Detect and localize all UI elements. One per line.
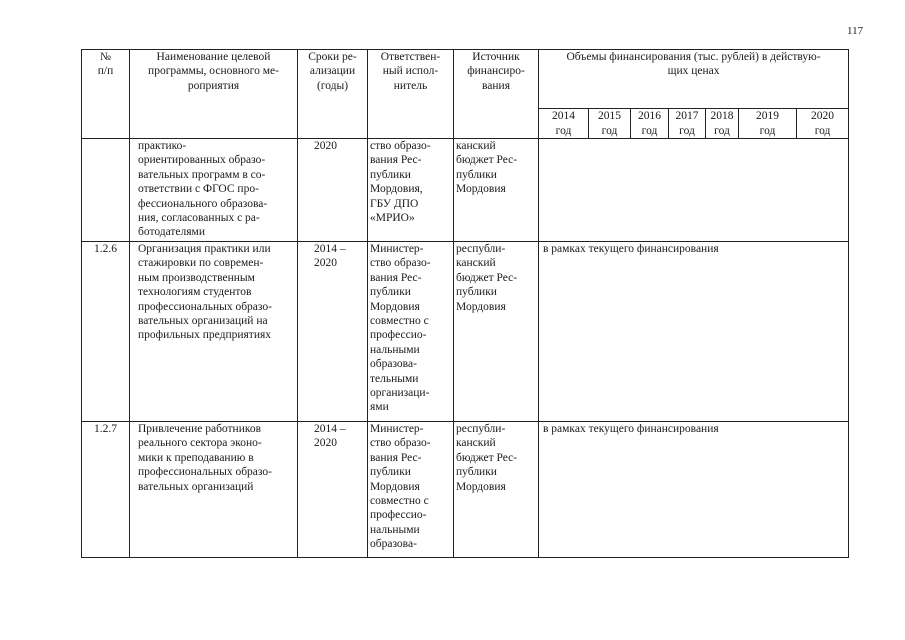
row-name: практико- ориентированных образо- вательных программ в со- ответствии с ФГОС про- фессионального образова- ния, согласованных с ра- ботодателями — [138, 140, 268, 239]
row-period: 2014 – 2020 — [314, 243, 346, 270]
row-source: канский бюджет Рес- публики Мордовия — [456, 140, 518, 196]
table-row — [82, 139, 849, 242]
year-2017: 2017 год — [675, 110, 699, 137]
row-name: Организация практики или стажировки по современ- ным производственным технологиям студентов профессиональных образо- вательных организаций на профильных предприятиях — [138, 243, 272, 342]
year-2014: 2014 год — [552, 110, 575, 137]
row-name: Привлечение работников реального сектора эконо- мики к преподаванию в профессиональных образо- вательных организаций — [138, 423, 272, 493]
row-source: республи- канский бюджет Рес- публики Мордовия — [456, 243, 518, 313]
year-2020: 2020 год — [811, 110, 835, 137]
row-num: 1.2.6 — [94, 243, 117, 255]
row-responsible: Министер- ство образо- вания Рес- публики Мордовия совместно с профессио- нальными образова- — [370, 423, 431, 551]
year-2016: 2016 год — [638, 110, 661, 137]
row-period: 2020 — [314, 140, 337, 152]
row-responsible: ство образо- вания Рес- публики Мордовия, ГБУ ДПО «МРИО» — [370, 140, 431, 225]
table-row — [82, 242, 849, 422]
header-row — [82, 50, 849, 109]
row-period: 2014 – 2020 — [314, 423, 346, 450]
row-source: республи- канский бюджет Рес- публики Мордовия — [456, 423, 518, 493]
header-responsible: Ответствен- ный испол- нитель — [380, 51, 441, 92]
row-responsible: Министер- ство образо- вания Рес- публики Мордовия совместно с профессио- нальными образова- тельными организаци- ями — [370, 243, 431, 414]
header-period: Сроки ре- ализации (годы) — [308, 51, 357, 92]
year-2019: 2019 год — [756, 110, 779, 137]
header-funding: Объемы финансирования (тыс. рублей) в действую- щих ценах — [566, 51, 821, 78]
year-2018: 2018 год — [710, 110, 734, 137]
header-source: Источник финансиро- вания — [467, 51, 525, 92]
row-num: 1.2.7 — [94, 423, 117, 435]
row-funding: в рамках текущего финансирования — [543, 423, 719, 435]
header-num: № п/п — [97, 51, 114, 78]
header-name: Наименование целевой программы, основного ме- роприятия — [148, 51, 279, 92]
table-row — [82, 422, 849, 558]
row-funding: в рамках текущего финансирования — [543, 243, 719, 255]
program-table — [81, 49, 849, 558]
year-2015: 2015 год — [598, 110, 621, 137]
page-number: 117 — [847, 25, 864, 37]
